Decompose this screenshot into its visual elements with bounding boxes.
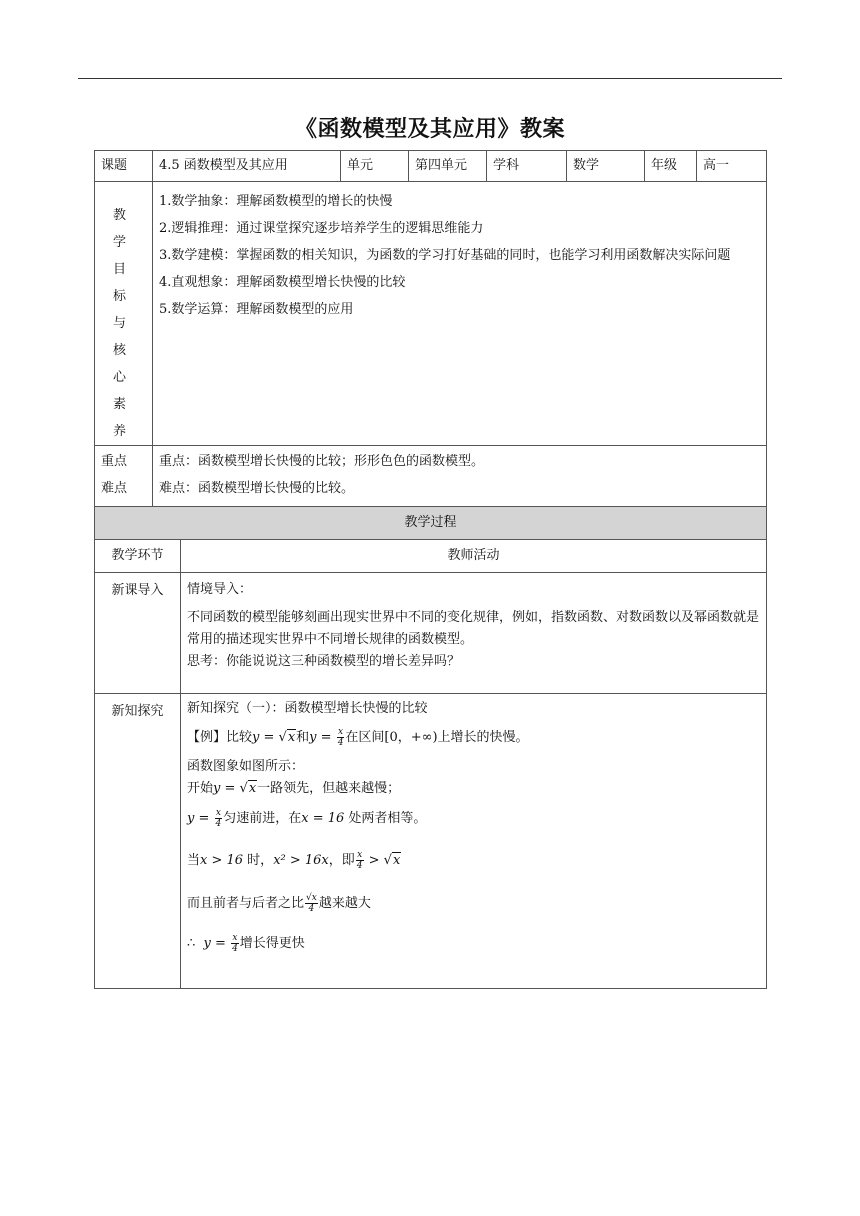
difficult-label: 难点	[101, 481, 128, 496]
goal-item: 4.直观想象：理解函数模型增长快慢的比较	[159, 275, 406, 290]
process-band: 教学过程	[95, 507, 767, 540]
conclusion-tail: 增长得更快	[239, 936, 305, 951]
goals-label-line: 目 标	[112, 262, 134, 304]
intro-line: 思考：你能说说这三种函数模型的增长差异吗？	[187, 654, 461, 669]
column-head-row	[95, 540, 767, 573]
explore-content	[181, 694, 767, 989]
discipline-value: 数学	[567, 151, 645, 182]
goal-item: 3.数学建模：掌握函数的相关知识，为函数的学习打好基础的同时，也能学习利用函数解决实际问题	[159, 248, 731, 263]
key-difficult-label	[95, 446, 153, 507]
when-line	[187, 846, 760, 876]
start-lead: 开始	[187, 781, 214, 796]
intro-line: 情境导入：	[187, 582, 253, 597]
goals-list	[153, 182, 767, 446]
start-tail: 一路领先，但越来越慢；	[257, 781, 401, 796]
key-point: 重点：函数模型增长快慢的比较；形形色色的函数模型。	[159, 454, 485, 469]
intro-content	[181, 573, 767, 694]
formula-frac: y = $\frac{x}{4}$	[187, 808, 222, 829]
graph-note: 函数图象如图所示：	[187, 759, 305, 774]
header-row	[95, 151, 767, 182]
explore-label: 新知探究	[95, 694, 181, 989]
key-difficult-row	[95, 446, 767, 507]
example-interval: 在区间[0，+∞)上增长的快慢。	[345, 730, 529, 745]
goal-item: 1.数学抽象：理解函数模型的增长的快慢	[159, 194, 393, 209]
intro-row	[95, 573, 767, 694]
goal-item: 5.数学运算：理解函数模型的应用	[159, 302, 354, 317]
formula-sqrt: y = √x	[213, 781, 257, 796]
example-and: 和	[296, 730, 310, 745]
subject-label: 课题	[95, 151, 153, 182]
goals-row	[95, 182, 767, 446]
teacher-head: 教师活动	[181, 540, 767, 573]
example-prefix: 【例】比较	[187, 730, 253, 745]
uniform-line	[187, 804, 760, 834]
unit-label: 单元	[341, 151, 409, 182]
uniform-eq: x = 16	[301, 811, 345, 826]
grade-label: 年级	[645, 151, 697, 182]
when-ie: ，即	[328, 853, 355, 868]
difficult-point: 难点：函数模型增长快慢的比较。	[159, 481, 355, 496]
example-line	[187, 724, 760, 752]
goals-label-line: 与 核	[112, 316, 134, 358]
goals-label-line: 养	[112, 424, 134, 439]
uniform-end: 处两者相等。	[344, 811, 427, 826]
ratio-lead: 而且前者与后者之比	[187, 896, 305, 911]
explore-row	[95, 694, 767, 989]
intro-label: 新课导入	[95, 573, 181, 694]
header-rule	[78, 78, 782, 79]
page-title: 《函数模型及其应用》教案	[294, 117, 565, 142]
unit-value: 第四单元	[409, 151, 487, 182]
goals-label-line: 心 素	[112, 370, 134, 412]
explore-heading: 新知探究（一）：函数模型增长快慢的比较	[187, 701, 428, 716]
key-label: 重点	[101, 454, 128, 469]
formula-frac: y = $\frac{x}{4}$	[309, 727, 344, 748]
key-difficult-content	[153, 446, 767, 507]
ratio-line	[187, 888, 760, 920]
formula-ratio: $\frac{√x}{4}$	[306, 893, 317, 914]
uniform-tail: 匀速前进，在	[223, 811, 302, 826]
conclusion-line	[187, 928, 760, 960]
when-mid: 时，	[243, 853, 274, 868]
lesson-plan-table	[94, 150, 767, 989]
intro-line: 不同函数的模型能够刻画出现实世界中不同的变化规律，例如，指数函数、对数函数以及幂函数就是常用的描述现实世界中不同增长规律的函数模型。	[187, 610, 760, 647]
therefore-symbol: ∴	[187, 936, 196, 951]
formula-compare: $\frac{x}{4}$ > √x	[356, 850, 401, 871]
goal-item: 2.逻辑推理：通过课堂探究逐步培养学生的逻辑思维能力	[159, 221, 484, 236]
stage-head: 教学环节	[95, 540, 181, 573]
formula-frac: y = $\frac{x}{4}$	[203, 933, 238, 954]
formula-sqrt: y = √x	[252, 730, 296, 745]
when-ineq: x² > 16x	[273, 853, 329, 868]
goals-label	[95, 182, 153, 446]
when-lead: 当	[187, 853, 201, 868]
ratio-tail: 越来越大	[318, 896, 371, 911]
process-band-row	[95, 507, 767, 540]
start-line	[187, 778, 760, 800]
discipline-label: 学科	[487, 151, 567, 182]
when-cond: x > 16	[200, 853, 244, 868]
subject-value: 4.5 函数模型及其应用	[153, 151, 341, 182]
goals-label-line: 教 学	[112, 208, 134, 250]
grade-value: 高一	[697, 151, 767, 182]
